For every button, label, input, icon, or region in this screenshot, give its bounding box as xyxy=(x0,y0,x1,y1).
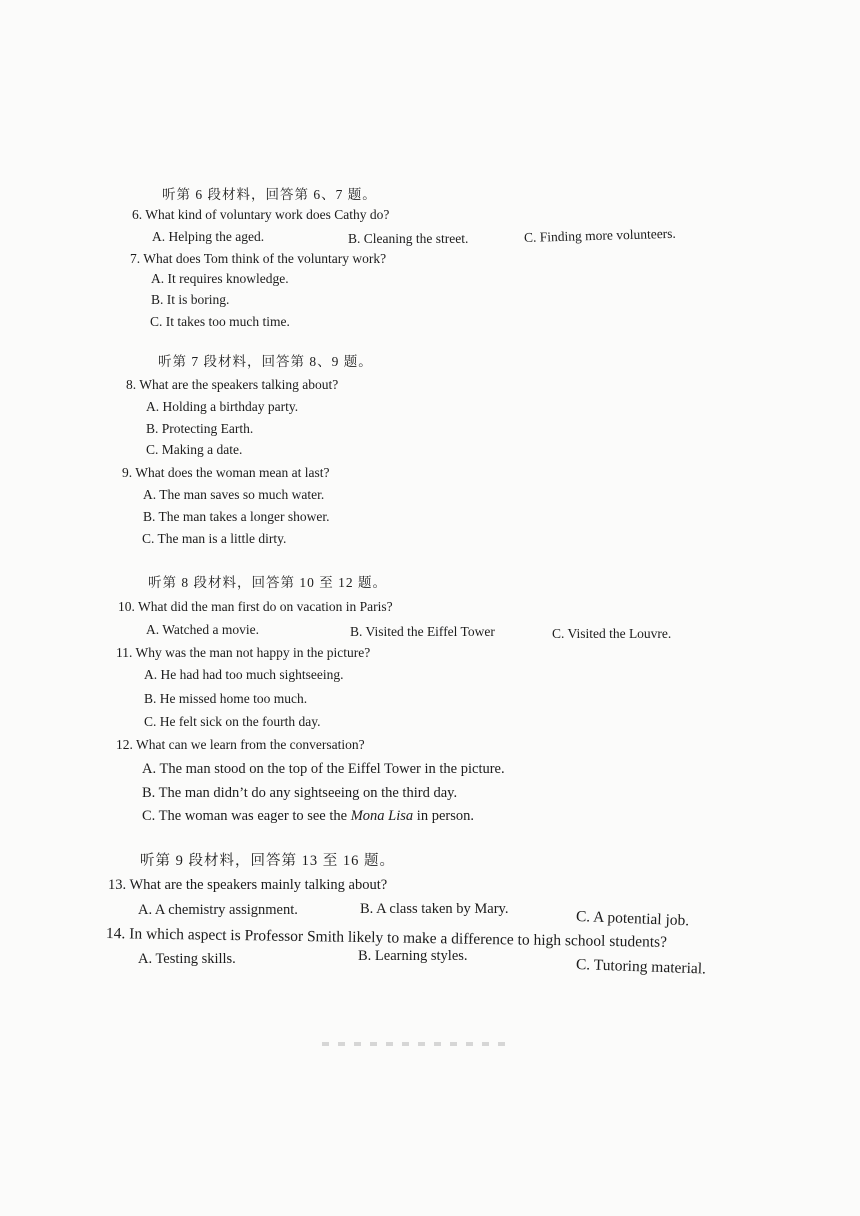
section-9-header: 听第 9 段材料，回答第 13 至 16 题。 xyxy=(140,853,395,869)
question-12-option-a: A. The man stood on the top of the Eiffel Tower in the picture. xyxy=(142,761,505,777)
question-14-stem: 14. In which aspect is Professor Smith likely to make a difference to high school students? xyxy=(105,925,668,951)
page-footer-smudge xyxy=(322,1042,512,1046)
section-8-header: 听第 8 段材料，回答第 10 至 12 题。 xyxy=(148,575,387,590)
question-9-option-a: A. The man saves so much water. xyxy=(143,487,325,502)
question-10-option-c: C. Visited the Louvre. xyxy=(552,626,672,641)
question-14-option-c: C. Tutoring material. xyxy=(575,956,707,978)
question-6-stem: 6. What kind of voluntary work does Cathy do? xyxy=(132,207,390,222)
question-12-stem: 12. What can we learn from the conversation? xyxy=(116,737,365,752)
mona-lisa-title: Mona Lisa xyxy=(350,808,414,824)
question-7-option-b: B. It is boring. xyxy=(151,292,230,307)
question-6-option-c: C. Finding more volunteers. xyxy=(523,225,677,245)
question-6-option-b: B. Cleaning the street. xyxy=(348,231,469,246)
question-13-option-b: B. A class taken by Mary. xyxy=(360,901,509,917)
question-10-option-b: B. Visited the Eiffel Tower xyxy=(350,624,495,639)
question-12-option-c xyxy=(142,809,474,824)
question-9-stem: 9. What does the woman mean at last? xyxy=(122,465,330,480)
question-12-option-c-prefix: C. The woman was eager to see the xyxy=(142,808,351,824)
question-8-option-b: B. Protecting Earth. xyxy=(146,421,254,436)
question-7-option-a: A. It requires knowledge. xyxy=(151,271,289,286)
question-9-option-b: B. The man takes a longer shower. xyxy=(143,509,330,524)
section-7-header: 听第 7 段材料，回答第 8、9 题。 xyxy=(158,354,373,369)
question-14-option-b: B. Learning styles. xyxy=(358,948,468,964)
question-11-option-c: C. He felt sick on the fourth day. xyxy=(144,714,321,729)
question-10-option-a: A. Watched a movie. xyxy=(146,622,260,637)
question-13-stem: 13. What are the speakers mainly talking about? xyxy=(108,877,388,893)
question-10-stem: 10. What did the man first do on vacation in Paris? xyxy=(118,599,393,614)
question-8-option-a: A. Holding a birthday party. xyxy=(146,399,299,414)
section-6-header: 听第 6 段材料，回答第 6、7 题。 xyxy=(162,187,377,202)
question-8-option-c: C. Making a date. xyxy=(146,442,243,457)
question-12-option-b: B. The man didn’t do any sightseeing on the third day. xyxy=(142,785,458,801)
question-8-stem: 8. What are the speakers talking about? xyxy=(126,377,339,392)
question-13-option-c: C. A potential job. xyxy=(575,908,690,930)
question-12-option-c-suffix: in person. xyxy=(413,808,474,824)
question-11-stem: 11. Why was the man not happy in the picture? xyxy=(116,645,371,660)
question-13-option-a: A. A chemistry assignment. xyxy=(138,902,298,918)
question-11-option-a: A. He had had too much sightseeing. xyxy=(144,667,344,682)
question-11-option-b: B. He missed home too much. xyxy=(144,691,308,706)
question-7-stem: 7. What does Tom think of the voluntary work? xyxy=(130,251,387,266)
question-14-option-a: A. Testing skills. xyxy=(138,951,236,967)
question-6-option-a: A. Helping the aged. xyxy=(152,229,265,244)
question-9-option-c: C. The man is a little dirty. xyxy=(142,531,287,546)
question-7-option-c: C. It takes too much time. xyxy=(150,314,290,329)
